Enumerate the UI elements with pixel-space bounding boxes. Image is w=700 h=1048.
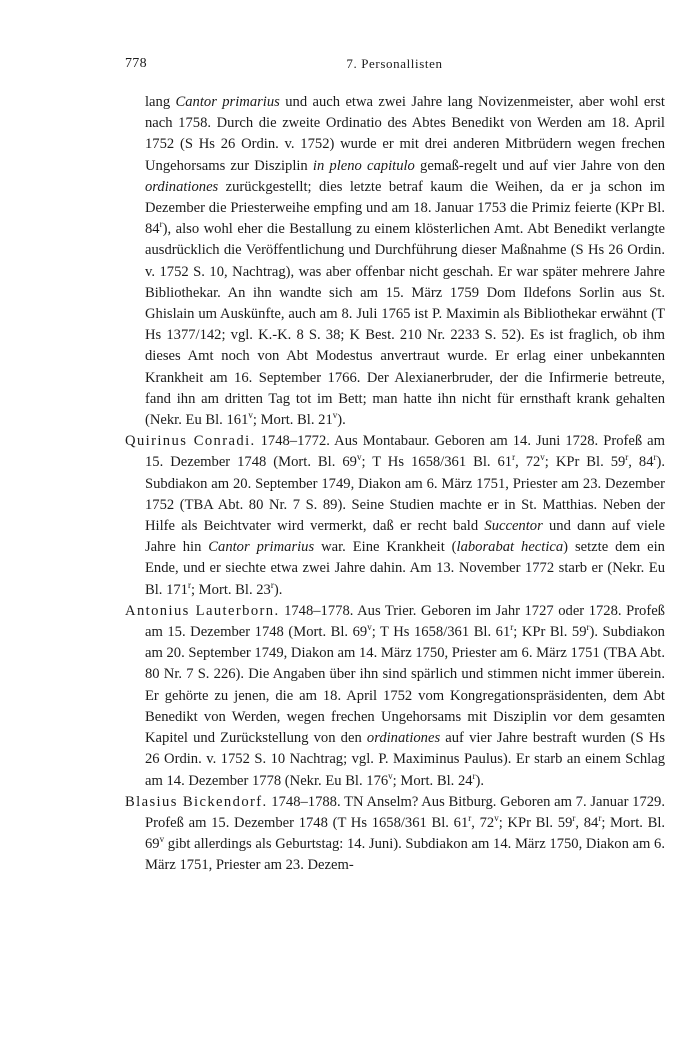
text-run: ; Mort. Bl. 23 xyxy=(190,581,271,598)
entry-name: Antonius Lauterborn. xyxy=(125,602,280,619)
text-run: ; Mort. Bl. 69 xyxy=(145,814,666,853)
italic-term: Succentor xyxy=(484,518,543,535)
text-run: auf vier Jahre bestraft wurden (S Hs 26 Ordin. v. 1752 S. 10 Nachtrag; vgl. P. Maximinus Paulus). Er starb an einem Schlag am 14. Dezember 1778 (Nekr. Eu Bl. 176 xyxy=(145,730,665,789)
text-run: ; KPr Bl. 59 xyxy=(498,814,573,831)
text-run: ; Mort. Bl. 24 xyxy=(392,772,473,789)
running-header xyxy=(125,56,664,76)
text-run: und auch etwa zwei Jahre lang Novizenmeister, aber wohl erst nach 1758. Durch die zweite Ordinatio des Abtes Benedikt von Werden am 18. April 1752 (S Hs 26 Ordin. v. 1752) wurde er mit drei anderen Mitbrüdern wegen frechen Ungehorsams zur Disziplin xyxy=(145,94,665,174)
text-run: ; KPr Bl. 59 xyxy=(513,624,587,641)
text-run: , 84 xyxy=(628,454,654,471)
folio-superscript: r xyxy=(187,579,191,590)
folio-superscript: r xyxy=(468,812,472,823)
person-entry xyxy=(125,431,665,601)
text-run: ), also wohl eher die Bestallung zu einem klösterlichen Amt. Abt Benedikt verlangte ausdrücklich die Veröffentlichung und Durchführung dieser Maßnahme (S Hs 26 Ordin. v. 1752 S. 10, Nachtrag), was aber offenbar nicht geschah. Er war später mehrere Jahre Bibliothekar. An ihn wandte sich am 15. März 1759 Dom Ildefons Sorlin aus St. Ghislain um Auskünfte, auch am 8. Juli 1765 ist P. Maximin als Bibliothekar erwähnt (T Hs 1377/142; vgl. K.-K. 8 S. 38; K Best. 210 Nr. 2233 S. 52). Es ist fraglich, ob ihm dieses Amt noch von Abt Modestus anvertraut wurde. Er erlag einer unbekannten Krankheit am 16. September 1766. Der Alexianerbruder, der die Infirmerie betreute, fand ihn am dritten Tag tot im Bett; man hatte ihn nicht für ernsthaft krank gehalten (Nekr. Eu Bl. 161 xyxy=(145,221,665,429)
italic-term: ordinationes xyxy=(145,178,219,195)
folio-superscript: v xyxy=(159,834,165,845)
folio-superscript: r xyxy=(512,452,516,463)
text-run: gemaß-regelt und auf vier Jahre von den xyxy=(414,157,665,174)
folio-superscript: v xyxy=(356,452,362,463)
folio-superscript: r xyxy=(472,770,476,781)
person-entry xyxy=(125,792,665,877)
folio-superscript: v xyxy=(248,410,253,421)
person-entries xyxy=(125,431,665,876)
text-run: ; T Hs 1658/361 Bl. 61 xyxy=(371,624,511,641)
folio-superscript: v xyxy=(332,410,338,421)
text-run: 1748–1772. Aus Montabaur. Geboren am 14. Juni 1728. Profeß am 15. Dezember 1748 (Mort. Bl. 69 xyxy=(145,433,665,471)
folio-superscript: v xyxy=(388,770,393,781)
folio-superscript: v xyxy=(540,452,545,463)
italic-term: ordinationes xyxy=(366,730,441,747)
entry-name: Blasius Bickendorf. xyxy=(125,793,268,810)
text-run: 1748–1788. TN Anselm? Aus Bitburg. Geboren am 7. Januar 1729. Profeß am 15. Dezember 1748 (T Hs 1658/361 Bl. 61 xyxy=(145,793,665,831)
running-title: 7. Personallisten xyxy=(346,56,443,71)
folio-superscript: r xyxy=(598,812,602,823)
text-run: , 84 xyxy=(575,814,599,831)
page-number: 778 xyxy=(125,56,147,71)
folio-superscript: r xyxy=(586,622,590,633)
entry-name: Quirinus Conradi. xyxy=(125,433,256,450)
folio-superscript: r xyxy=(159,219,163,230)
text-run: gibt allerdings als Geburtstag: 14. Juni). Subdiakon am 14. März 1750, Diakon am 6. März 1751, Priester am 23. Dezem- xyxy=(145,836,665,874)
body-text xyxy=(125,92,665,877)
italic-term: Cantor primarius xyxy=(175,94,280,110)
text-run: ; KPr Bl. 59 xyxy=(544,454,626,471)
text-run: ). xyxy=(337,412,346,429)
text-run: ). xyxy=(273,581,283,598)
text-run: , 72 xyxy=(515,454,541,471)
text-run: lang xyxy=(145,94,176,110)
folio-superscript: r xyxy=(625,452,629,463)
folio-superscript: r xyxy=(270,579,274,590)
folio-superscript: v xyxy=(494,812,499,823)
italic-term: in pleno capitulo xyxy=(312,157,415,174)
text-run: 1748–1778. Aus Trier. Geboren im Jahr 1727 oder 1728. Profeß am 15. Dezember 1748 (Mort. Bl. 69 xyxy=(145,602,665,641)
italic-term: laborabat hectica xyxy=(456,539,564,556)
text-run: und dann auf viele Jahre hin xyxy=(145,518,665,556)
folio-superscript: v xyxy=(367,622,372,633)
continuation-paragraph xyxy=(125,92,665,431)
text-run: zurückgestellt; dies letzte betraf kaum die Weihen, da er ja schon im Dezember die Priesterweihe empfing und am 18. Januar 1753 die Primiz feierte (KPr Bl. 84 xyxy=(145,178,665,238)
person-entry xyxy=(125,601,665,792)
text-run: ). Subdiakon am 20. September 1749, Diakon am 6. März 1751, Priester am 23. Dezember 1752 (TBA Abt. 80 Nr. 7 S. 89). Seine Studien machte er in St. Matthias. Neben der Hilfe als Beichtvater wird vermerkt, daß er recht bald xyxy=(145,454,666,535)
folio-superscript: r xyxy=(572,812,576,823)
folio-superscript: r xyxy=(653,452,657,463)
text-run: ; Mort. Bl. 21 xyxy=(252,412,333,429)
folio-superscript: r xyxy=(510,622,514,633)
text-run: ) setzte dem ein Ende, und er siechte etwa zwei Jahre dahin. Am 13. November 1772 starb er (Nekr. Eu Bl. 171 xyxy=(145,539,665,598)
text-run: ). xyxy=(475,772,485,789)
italic-term: Cantor primarius xyxy=(208,539,315,556)
text-run: war. Eine Krankheit ( xyxy=(314,539,457,556)
text-run: , 72 xyxy=(471,814,495,831)
text-run: ). Subdiakon am 20. September 1749, Diakon am 14. März 1750, Priester am 6. März 1751 (TBA Abt. 80 Nr. 7 S. 226). Die Angaben über ihn sind spärlich und stimmen nicht immer überein. Er gehörte zu jenen, die am 18. April 1752 vom Kongregationspräsidenten, dem Abt Benedikt von Werden, wegen frechen Ungehorsams mit Disziplin vor dem gesamten Kapitel und Zurückstellung von den xyxy=(145,624,666,747)
text-run: ; T Hs 1658/361 Bl. 61 xyxy=(361,454,513,471)
